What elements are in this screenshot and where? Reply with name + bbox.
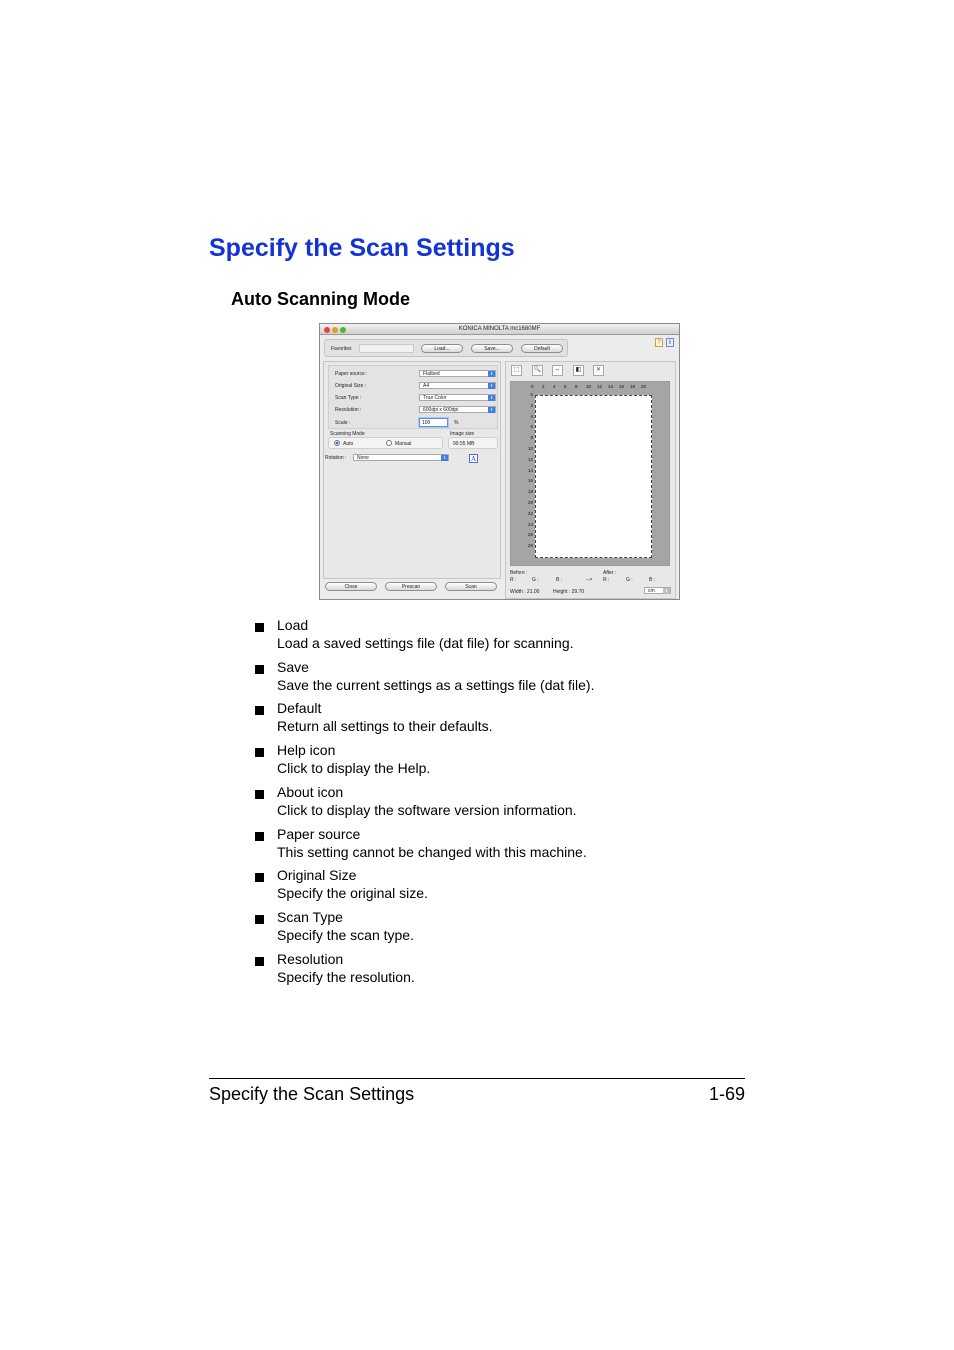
paper-source-label: Paper source : (335, 371, 368, 377)
mode-auto-label: Auto (343, 441, 354, 447)
image-size-label: Image size (450, 431, 475, 437)
item-term: Help icon (277, 742, 336, 759)
item-term: Scan Type (277, 908, 343, 925)
ruler-x-tick: 2 (542, 384, 545, 389)
ruler-y-tick: 22 (527, 510, 533, 516)
ruler-x-tick: 0 (531, 384, 534, 389)
after-g-label: G : (626, 577, 633, 583)
ruler-y-tick: 12 (527, 456, 533, 462)
paper-source-select[interactable] (419, 370, 496, 377)
ruler-x (531, 384, 661, 391)
item-term: Original Size (277, 867, 357, 884)
preview-panel (505, 361, 676, 599)
about-icon[interactable]: i (666, 338, 674, 347)
width-readout: Width : 21.00 (510, 589, 540, 595)
ruler-x-tick: 16 (619, 384, 625, 389)
window-titlebar (320, 324, 679, 335)
footer-rule (209, 1078, 745, 1079)
bullet-square-icon (255, 832, 264, 841)
item-description: Specify the scan type. (277, 926, 414, 943)
rotation-select[interactable] (353, 454, 449, 461)
height-readout: Height : 29.70 (553, 589, 585, 595)
chevron-updown-icon: ⇕ (489, 383, 494, 388)
bullet-square-icon (255, 790, 264, 799)
mode-manual-label: Manual (395, 441, 412, 447)
item-description: Save the current settings as a settings file (dat file). (277, 676, 595, 693)
ruler-x-tick: 20 (641, 384, 647, 389)
scan-type-label: Scan Type : (335, 395, 362, 401)
image-size-value: 99.55 MB (453, 441, 475, 447)
mode-manual-radio[interactable] (386, 440, 392, 446)
scanning-mode-group (328, 437, 443, 449)
bullet-square-icon (255, 623, 264, 632)
ruler-y-tick: 28 (527, 543, 533, 549)
scanner-dialog-screenshot (319, 323, 680, 600)
scan-type-value: True Color (423, 395, 447, 401)
bullet-square-icon (255, 665, 264, 674)
scan-type-select[interactable] (419, 394, 496, 401)
image-size-box (448, 437, 498, 449)
item-description: Click to display the Help. (277, 760, 431, 777)
item-term: Default (277, 700, 322, 717)
bullet-square-icon (255, 957, 264, 966)
ruler-y-tick: 24 (527, 521, 533, 527)
ruler-y-tick: 2 (530, 402, 533, 408)
ruler-y-tick: 18 (527, 489, 533, 495)
ruler-y-tick: 16 (527, 478, 533, 484)
bullet-square-icon (255, 748, 264, 757)
original-size-label: Original Size : (335, 383, 367, 389)
item-description: Specify the original size. (277, 885, 428, 902)
clear-icon[interactable]: ✕ (593, 365, 604, 376)
paper-preview (535, 395, 652, 558)
scale-input[interactable]: 100 (419, 418, 448, 427)
rotation-value: None (357, 455, 369, 461)
bullet-square-icon (255, 706, 264, 715)
before-label: Before : (510, 570, 528, 576)
item-term: About icon (277, 783, 344, 800)
item-term: Load (277, 617, 309, 633)
zoom-icon[interactable]: 🔍 (532, 365, 543, 376)
chevron-updown-icon: ⇕ (442, 455, 447, 460)
before-r-label: R : (510, 577, 517, 583)
preview-area[interactable] (510, 381, 670, 566)
bullet-square-icon (255, 915, 264, 924)
ruler-y-tick: 10 (527, 446, 533, 451)
item-description: Return all settings to their defaults. (277, 718, 493, 735)
favorites-select[interactable] (359, 344, 414, 353)
ruler-y-tick: 4 (530, 413, 533, 419)
ruler-y-tick: 6 (530, 424, 533, 430)
unit-value: cm (648, 588, 655, 594)
mirror-icon[interactable]: ⇔ (552, 365, 563, 376)
rotation-label: Rotation : (325, 455, 347, 461)
select-area-icon[interactable]: ⬚ (511, 365, 522, 376)
original-size-select[interactable] (419, 382, 496, 389)
arrow-label: --> (586, 577, 593, 583)
scale-label: Scale : (335, 420, 351, 426)
favorites-bar (324, 339, 568, 357)
help-icon[interactable]: ? (655, 338, 663, 347)
item-term: Paper source (277, 825, 361, 842)
footer-title: Specify the Scan Settings (209, 1084, 415, 1104)
color-adjust-icon[interactable]: ◧ (573, 365, 584, 376)
resolution-value: 600dpi x 600dpi (423, 407, 459, 413)
item-term: Save (277, 658, 309, 675)
mode-auto-radio[interactable] (334, 440, 340, 446)
chevron-updown-icon: ⇕ (489, 395, 494, 400)
before-g-label: G : (532, 577, 539, 583)
ruler-x-tick: 10 (586, 384, 592, 389)
ruler-y-tick: 20 (527, 500, 533, 505)
after-r-label: R : (603, 577, 610, 583)
ruler-x-tick: 6 (564, 384, 567, 389)
window-title: KONICA MINOLTA mc1680MF (458, 326, 541, 332)
original-size-value: A4 (423, 383, 430, 389)
bullet-square-icon (255, 873, 264, 882)
paper-source-value: Flatbed (423, 371, 440, 377)
rotation-preview-icon: A (470, 455, 477, 463)
ruler-y-tick: 26 (527, 532, 533, 538)
item-description: Load a saved settings file (dat file) for scanning. (277, 635, 574, 651)
settings-box (328, 365, 498, 429)
prescan-button[interactable]: Prescan (385, 582, 437, 591)
scanning-mode-label: Scanning Mode (330, 431, 365, 437)
section-title: Auto Scanning Mode (231, 289, 410, 309)
item-description: Click to display the software version information. (277, 801, 577, 818)
after-b-label: B : (649, 577, 656, 583)
unit-select[interactable] (644, 587, 671, 594)
scale-unit: % (454, 420, 459, 426)
ruler-y (513, 392, 533, 562)
chevron-updown-icon: ⇕ (489, 407, 494, 412)
load-button[interactable]: Load... (421, 344, 463, 353)
ruler-x-tick: 4 (553, 384, 556, 389)
close-button[interactable]: Close (325, 582, 377, 591)
item-term: Resolution (277, 950, 344, 967)
ruler-y-tick: 8 (530, 435, 533, 441)
ruler-x-tick: 18 (630, 384, 636, 389)
favorites-label: Favorites (331, 346, 352, 352)
item-description: Specify the resolution. (277, 968, 415, 985)
chevron-updown-icon: ⇕ (489, 371, 494, 376)
ruler-x-tick: 14 (608, 384, 614, 389)
ruler-y-tick: 14 (527, 467, 533, 473)
ruler-x-tick: 8 (575, 384, 578, 389)
page-number: 1-69 (708, 1084, 745, 1104)
scan-button[interactable]: Scan (445, 582, 497, 591)
chevron-updown-icon: ⇕ (664, 588, 669, 593)
page-title: Specify the Scan Settings (209, 234, 515, 262)
save-button[interactable]: Save... (471, 344, 513, 353)
resolution-label: Resolution : (335, 407, 362, 413)
ruler-y-tick: 0 (530, 392, 533, 397)
before-b-label: B : (556, 577, 563, 583)
resolution-select[interactable] (419, 406, 496, 413)
after-label: After : (603, 570, 617, 576)
default-button[interactable]: Default (521, 344, 563, 353)
settings-panel (323, 361, 501, 579)
ruler-x-tick: 12 (597, 384, 603, 389)
item-description: This setting cannot be changed with this machine. (277, 843, 587, 860)
